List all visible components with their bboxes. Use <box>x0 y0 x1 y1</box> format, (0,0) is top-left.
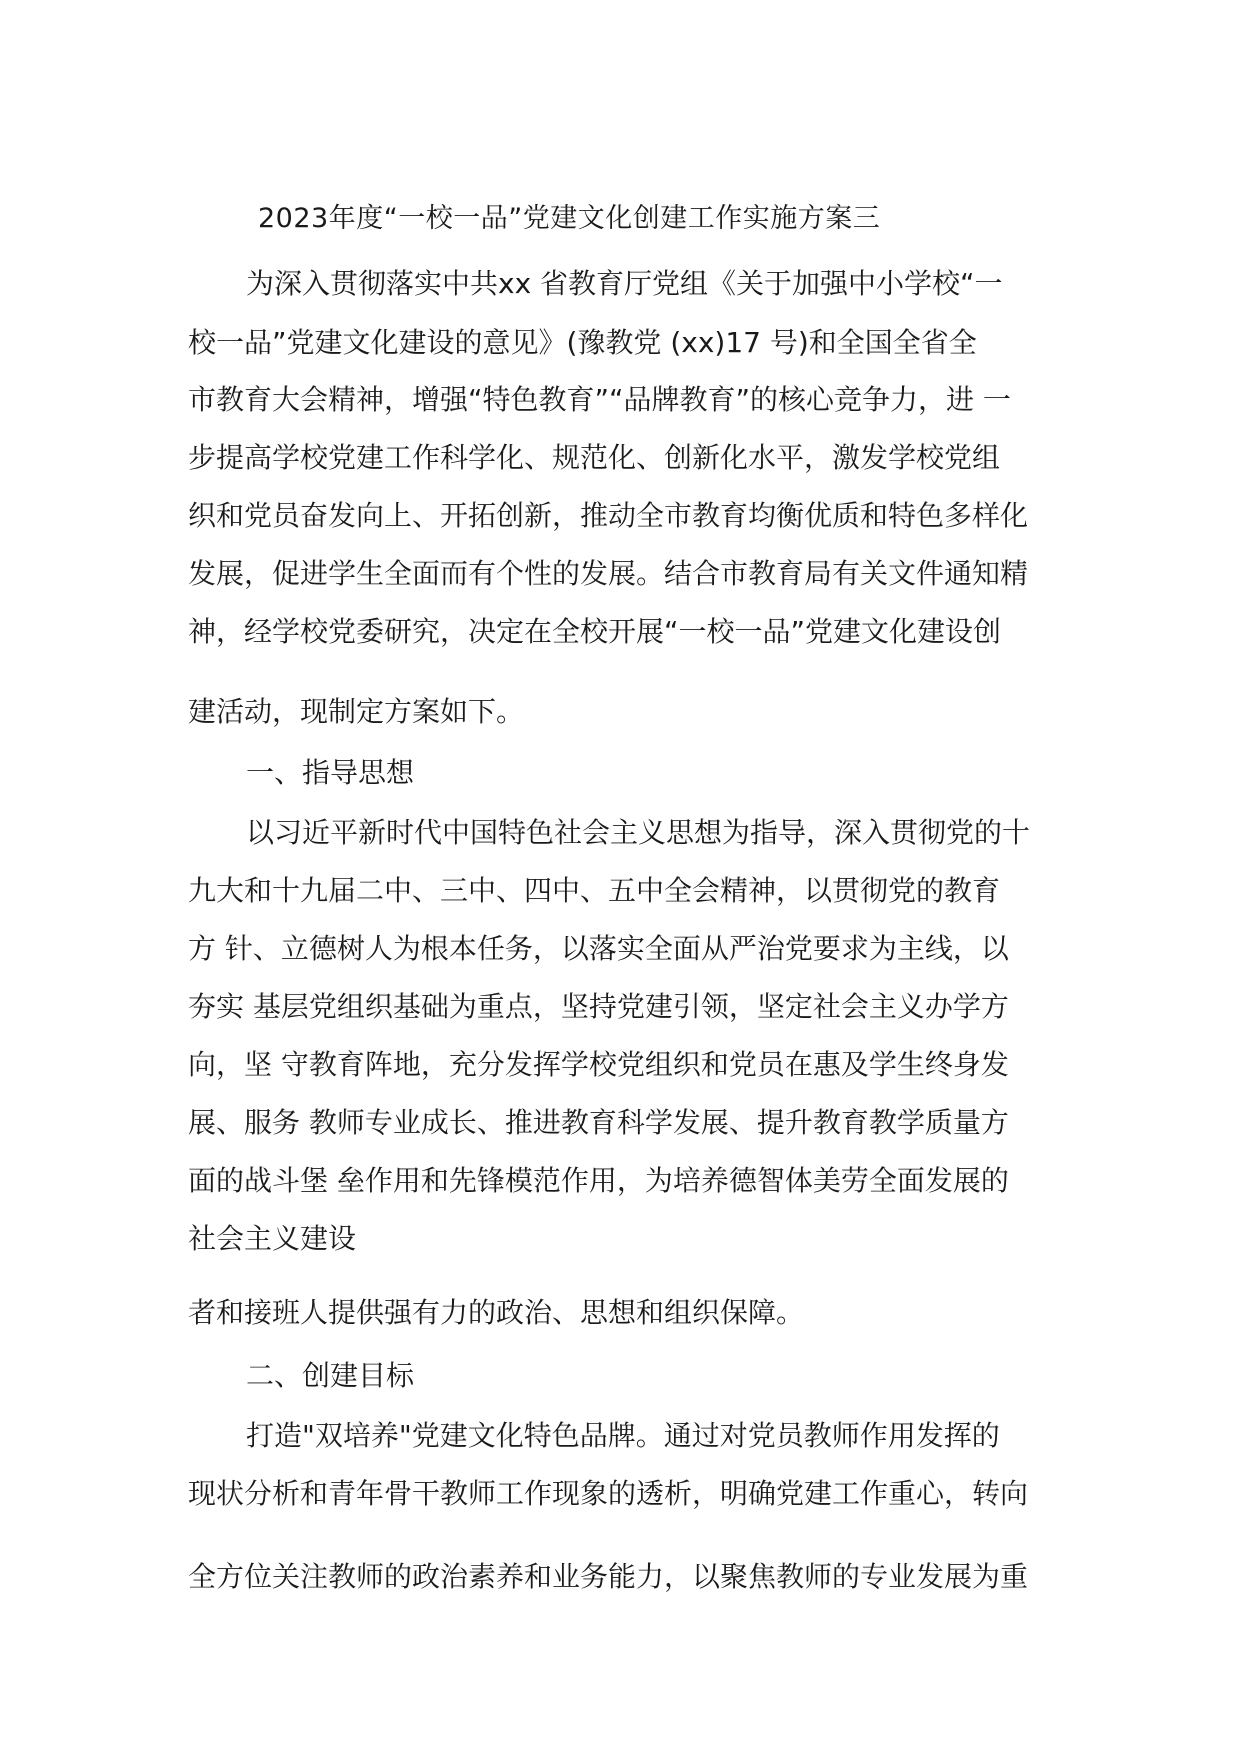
paragraph-line: 九大和十九届二中、三中、四中、五中全会精神，以贯彻党的教育 <box>188 874 1001 907</box>
paragraph-line: 以习近平新时代中国特色社会主义思想为指导，深入贯彻党的十 <box>246 816 1031 849</box>
paragraph-line: 校一品”党建文化建设的意见》(豫教党 (xx)17 号)和全国全省全 <box>188 326 977 359</box>
paragraph-line: 发展，促进学生全面而有个性的发展。结合市教育局有关文件通知精 <box>188 557 1029 590</box>
paragraph-line: 神，经学校党委研究，决定在全校开展“一校一品”党建文化建设创 <box>188 615 1002 648</box>
paragraph-line: 打造"双培养"党建文化特色品牌。通过对党员教师作用发挥的 <box>246 1419 1000 1452</box>
paragraph-line: 夯实 基层党组织基础为重点，坚持党建引领，坚定社会主义办学方 <box>188 990 1009 1023</box>
paragraph-line: 现状分析和青年骨干教师工作现象的透析，明确党建工作重心，转向 <box>188 1477 1029 1510</box>
paragraph-line: 方 针、立德树人为根本任务，以落实全面从严治党要求为主线，以 <box>188 932 1009 965</box>
section-heading: 二、创建目标 <box>246 1359 415 1392</box>
paragraph-line: 者和接班人提供强有力的政治、思想和组织保障。 <box>188 1296 805 1329</box>
paragraph-line: 步提高学校党建工作科学化、规范化、创新化水平，激发学校党组 <box>188 441 1001 474</box>
paragraph-line: 市教育大会精神，增强“特色教育”“品牌教育”的核心竞争力，进 一 <box>188 383 1011 416</box>
paragraph-line: 全方位关注教师的政治素养和业务能力，以聚焦教师的专业发展为重 <box>188 1560 1029 1593</box>
paragraph-line: 社会主义建设 <box>188 1222 357 1255</box>
document-title: 2023年度“一校一品”党建文化创建工作实施方案三 <box>258 203 881 234</box>
paragraph-line: 为深入贯彻落实中共xx 省教育厅党组《关于加强中小学校“一 <box>246 267 1003 300</box>
paragraph-line: 织和党员奋发向上、开拓创新，推动全市教育均衡优质和特色多样化 <box>188 499 1029 532</box>
paragraph-line: 展、服务 教师专业成长、推进教育科学发展、提升教育教学质量方 <box>188 1106 1009 1139</box>
paragraph-line: 建活动，现制定方案如下。 <box>188 695 525 728</box>
paragraph-line: 向，坚 守教育阵地，充分发挥学校党组织和党员在惠及学生终身发 <box>188 1048 1009 1081</box>
paragraph-line: 面的战斗堡 垒作用和先锋模范作用，为培养德智体美劳全面发展的 <box>188 1164 1009 1197</box>
section-heading: 一、指导思想 <box>246 756 415 789</box>
